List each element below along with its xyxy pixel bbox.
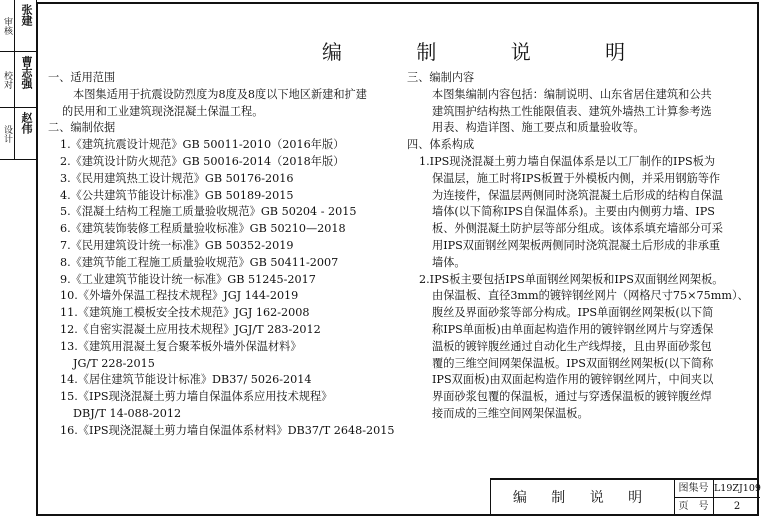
review-label-proof: 校对 (0, 52, 15, 107)
atlas-number-label: 图集号 (674, 480, 714, 498)
signature-text: 赵伟 (20, 112, 33, 134)
text-line: 墙体。 (432, 255, 466, 269)
text-line: 本图集编制内容包括：编制说明、山东省居住建筑和公共 (432, 87, 712, 101)
page-title: 编 制 说 明 (322, 40, 660, 64)
signature-proof (18, 56, 34, 89)
signature-text: 曹志强 (20, 56, 33, 89)
text-line: 10.《外墙外保温工程技术规程》JGJ 144-2019 (60, 289, 299, 303)
text-line: 3.《民用建筑热工设计规范》GB 50176-2016 (60, 171, 294, 185)
text-line: 用表、构造详图、施工要点和质量验收等。 (432, 121, 645, 135)
text-line: 16.《IPS现浇混凝土剪力墙自保温体系材料》DB37/T 2648-2015 (60, 423, 395, 437)
review-strip (0, 0, 37, 160)
text-line: 用IPS双面钢丝网架板两侧同时浇筑混凝土后形成的非承重 (432, 238, 721, 252)
text-line: 保温层，施工时将IPS板置于外模板内侧，并采用钢筋等作 (432, 171, 721, 185)
left-column (48, 70, 395, 440)
text-line: 12.《自密实混凝土应用技术规程》JGJ/T 283-2012 (60, 322, 321, 336)
text-line: 6.《建筑装饰装修工程质量验收标准》GB 50210—2018 (60, 222, 346, 236)
text-line: 2.《建筑设计防火规范》GB 50016-2014（2018年版） (60, 154, 345, 168)
section-heading: 一、适用范围 (48, 71, 116, 84)
review-label-design: 设计 (0, 108, 15, 159)
section-heading: 三、编制内容 (407, 71, 475, 84)
text-line: 2.IPS板主要包括IPS单面钢丝网架板和IPS双面钢丝网架板。 (419, 272, 724, 286)
review-cell-design (0, 108, 36, 160)
text-line: 为连接件，保温层两侧同时浇筑混凝土后形成的结构自保温 (432, 188, 723, 202)
text-line: 1.IPS现浇混凝土剪力墙自保温体系是以工厂制作的IPS板为 (419, 154, 716, 168)
text-line: 建筑围护结构热工性能限值表、建筑外墙热工计算参考选 (432, 104, 712, 118)
atlas-number-value: L19ZJ109 (714, 480, 760, 498)
review-label-check: 审核 (0, 0, 15, 51)
text-line: 覆的三维空间网架保温板。IPS双面钢丝网架板(以下简称 (432, 356, 714, 370)
text-line: DBJ/T 14-088-2012 (73, 406, 182, 420)
page-number-label: 页 号 (674, 498, 714, 516)
text-line: 5.《混凝土结构工程施工质量验收规范》GB 50204 - 2015 (60, 205, 357, 219)
section-heading: 四、体系构成 (407, 138, 475, 152)
signature-check (18, 4, 34, 26)
text-line: 由保温板、直径3mm的镀锌钢丝网片（网格尺寸75×75mm）、 (432, 289, 749, 303)
page-number-value: 2 (733, 501, 741, 512)
title-block (490, 478, 759, 516)
section-heading: 二、编制依据 (48, 121, 116, 135)
text-line: 14.《居住建筑节能设计标准》DB37/ 5026-2014 (60, 373, 312, 387)
signature-design (18, 112, 34, 134)
title-block-title: 编 制 说 明 (491, 480, 675, 516)
signature-text: 张建 (20, 4, 33, 26)
text-line: 15.《IPS现浇混凝土剪力墙自保温体系应用技术规程》 (60, 390, 333, 404)
text-line: 板、外侧混凝土防护层等部分组成。该体系填充墙部分可采 (432, 222, 723, 236)
text-line: 4.《公共建筑节能设计标准》GB 50189-2015 (60, 188, 294, 202)
text-line: 11.《建筑施工模板安全技术规范》JGJ 162-2008 (60, 306, 310, 320)
text-line: 称IPS单面板)由单面起构造作用的镀锌钢丝网片与穿透保 (432, 322, 714, 336)
text-line: 腹丝及界面砂浆等部分构成。IPS单面钢丝网架板(以下简 (432, 306, 714, 320)
text-line: 8.《建筑节能工程施工质量验收规范》GB 50411-2007 (60, 255, 339, 269)
text-line: 接而成的三维空间网架保温板。 (432, 406, 589, 420)
review-cell-proof (0, 52, 36, 108)
text-line: 7.《民用建筑设计统一标准》GB 50352-2019 (60, 238, 294, 252)
text-line: 温板的镀锌腹丝通过自动化生产线焊接，且由界面砂浆包 (432, 339, 712, 353)
right-column (407, 70, 749, 423)
text-line: JG/T 228-2015 (73, 356, 155, 370)
text-line: 1.《建筑抗震设计规范》GB 50011-2010（2016年版） (60, 138, 345, 152)
text-line: 本图集适用于抗震设防烈度为8度及8度以下地区新建和扩建 (73, 87, 367, 101)
text-line: 9.《工业建筑节能设计统一标准》GB 51245-2017 (60, 272, 316, 286)
text-line: 的民用和工业建筑现浇混凝土保温工程。 (62, 104, 264, 118)
text-line: 界面砂浆包覆的保温板，通过与穿透保温板的镀锌腹丝焊 (432, 390, 712, 404)
review-cell-check (0, 0, 36, 52)
text-line: 墙体(以下简称IPS自保温体系)。主要由内侧剪力墙、IPS (432, 205, 715, 219)
text-line: IPS双面板)由双面起构造作用的镀锌钢丝网片，中间夹以 (432, 373, 714, 387)
text-line: 13.《建筑用混凝土复合聚苯板外墙外保温材料》 (60, 339, 302, 353)
